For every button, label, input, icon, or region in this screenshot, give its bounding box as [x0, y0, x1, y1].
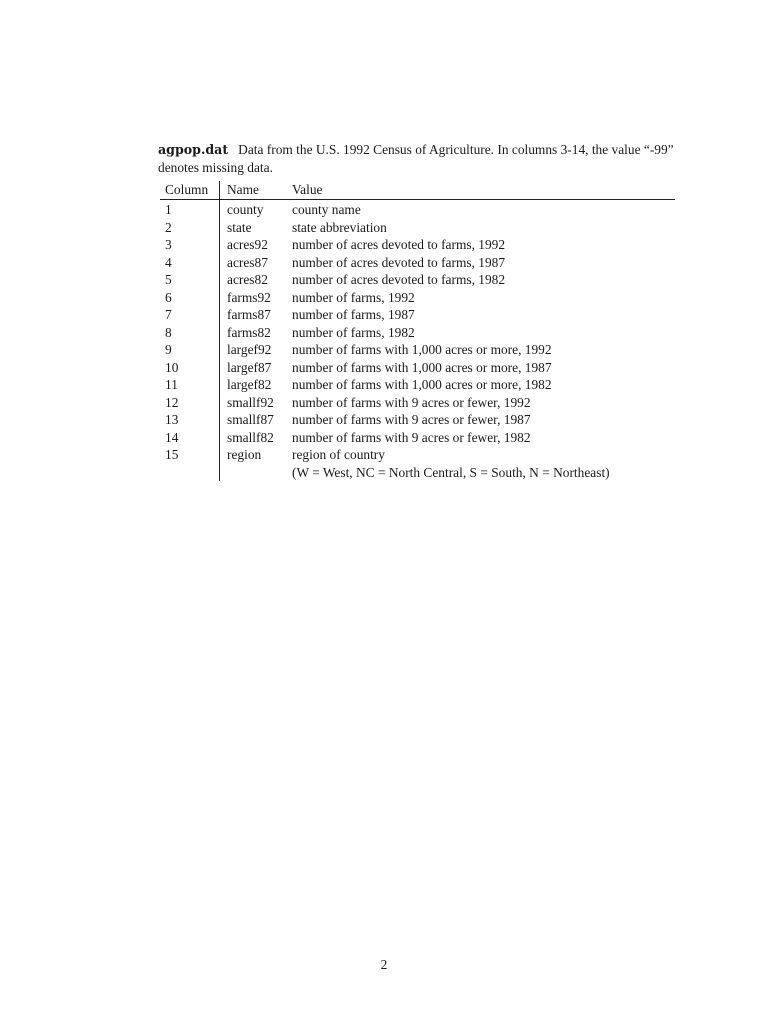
row-column: 3 [165, 237, 172, 252]
row-column: 4 [165, 254, 172, 270]
row-value: region of country [292, 447, 385, 462]
table-row [160, 446, 675, 464]
row-column: 7 [165, 307, 172, 322]
variable-table [160, 180, 675, 481]
row-name: acres82 [227, 272, 268, 287]
row-value: (W = West, NC = North Central, S = South, N = Northeast) [292, 464, 610, 480]
row-name: acres92 [227, 237, 268, 252]
table-row [160, 271, 675, 289]
row-name: farms87 [227, 307, 271, 322]
page-number: 2 [380, 957, 388, 972]
table-row [160, 306, 675, 324]
row-value: number of farms, 1987 [292, 307, 415, 322]
table-header-row [160, 180, 675, 200]
row-name: smallf87 [227, 412, 274, 427]
row-value: number of farms with 9 acres or fewer, 1992 [292, 394, 531, 410]
row-column: 11 [165, 377, 178, 392]
row-column: 6 [165, 289, 172, 305]
row-value: number of farms with 1,000 acres or more, 1982 [292, 377, 552, 392]
row-name: smallf82 [227, 429, 274, 445]
row-value: number of farms, 1992 [292, 289, 415, 305]
row-column: 8 [165, 324, 172, 340]
table-body [160, 200, 675, 481]
row-name: farms82 [227, 324, 271, 340]
table-row [160, 324, 675, 342]
row-column: 10 [165, 359, 179, 375]
header-value: Value [292, 182, 323, 197]
table-row [160, 219, 675, 237]
row-value: number of farms with 9 acres or fewer, 1982 [292, 429, 531, 445]
row-name: largef87 [227, 359, 272, 375]
row-name: largef92 [227, 342, 272, 357]
row-value: state abbreviation [292, 219, 387, 235]
row-column: 15 [165, 447, 179, 462]
table-row [160, 376, 675, 394]
row-value: number of acres devoted to farms, 1992 [292, 237, 506, 252]
row-value: number of acres devoted to farms, 1982 [292, 272, 506, 287]
table-row [160, 341, 675, 359]
table-row [160, 429, 675, 447]
row-column: 14 [165, 429, 179, 445]
intro-paragraph [158, 141, 678, 177]
row-name: acres87 [227, 254, 268, 270]
row-name: farms92 [227, 289, 271, 305]
row-name: smallf92 [227, 394, 274, 410]
table-row [160, 201, 675, 219]
table-row [160, 464, 675, 482]
dataset-description: Data from the U.S. 1992 Census of Agriculture. In columns 3-14, the value “-99” denotes missing data. [158, 142, 674, 175]
row-column: 12 [165, 394, 179, 410]
table-row [160, 289, 675, 307]
row-value: number of farms with 1,000 acres or more, 1992 [292, 342, 552, 357]
row-column: 1 [165, 202, 172, 217]
table-row [160, 254, 675, 272]
header-column: Column [165, 182, 209, 197]
row-value: number of farms, 1982 [292, 324, 415, 340]
row-name: largef82 [227, 377, 272, 392]
table-row [160, 411, 675, 429]
header-name: Name [227, 182, 259, 197]
row-value: number of acres devoted to farms, 1987 [292, 254, 506, 270]
row-column: 2 [165, 219, 172, 235]
row-value: number of farms with 9 acres or fewer, 1987 [292, 412, 531, 427]
table-row [160, 359, 675, 377]
row-name: region [227, 447, 262, 462]
row-column: 9 [165, 342, 172, 357]
row-column: 13 [165, 412, 179, 427]
table-row [160, 236, 675, 254]
row-column: 5 [165, 272, 172, 287]
row-value: county name [292, 202, 361, 217]
dataset-filename: agpop.dat [158, 142, 229, 157]
row-name: county [227, 202, 264, 217]
row-value: number of farms with 1,000 acres or more, 1987 [292, 359, 552, 375]
row-name: state [227, 219, 252, 235]
table-row [160, 394, 675, 412]
